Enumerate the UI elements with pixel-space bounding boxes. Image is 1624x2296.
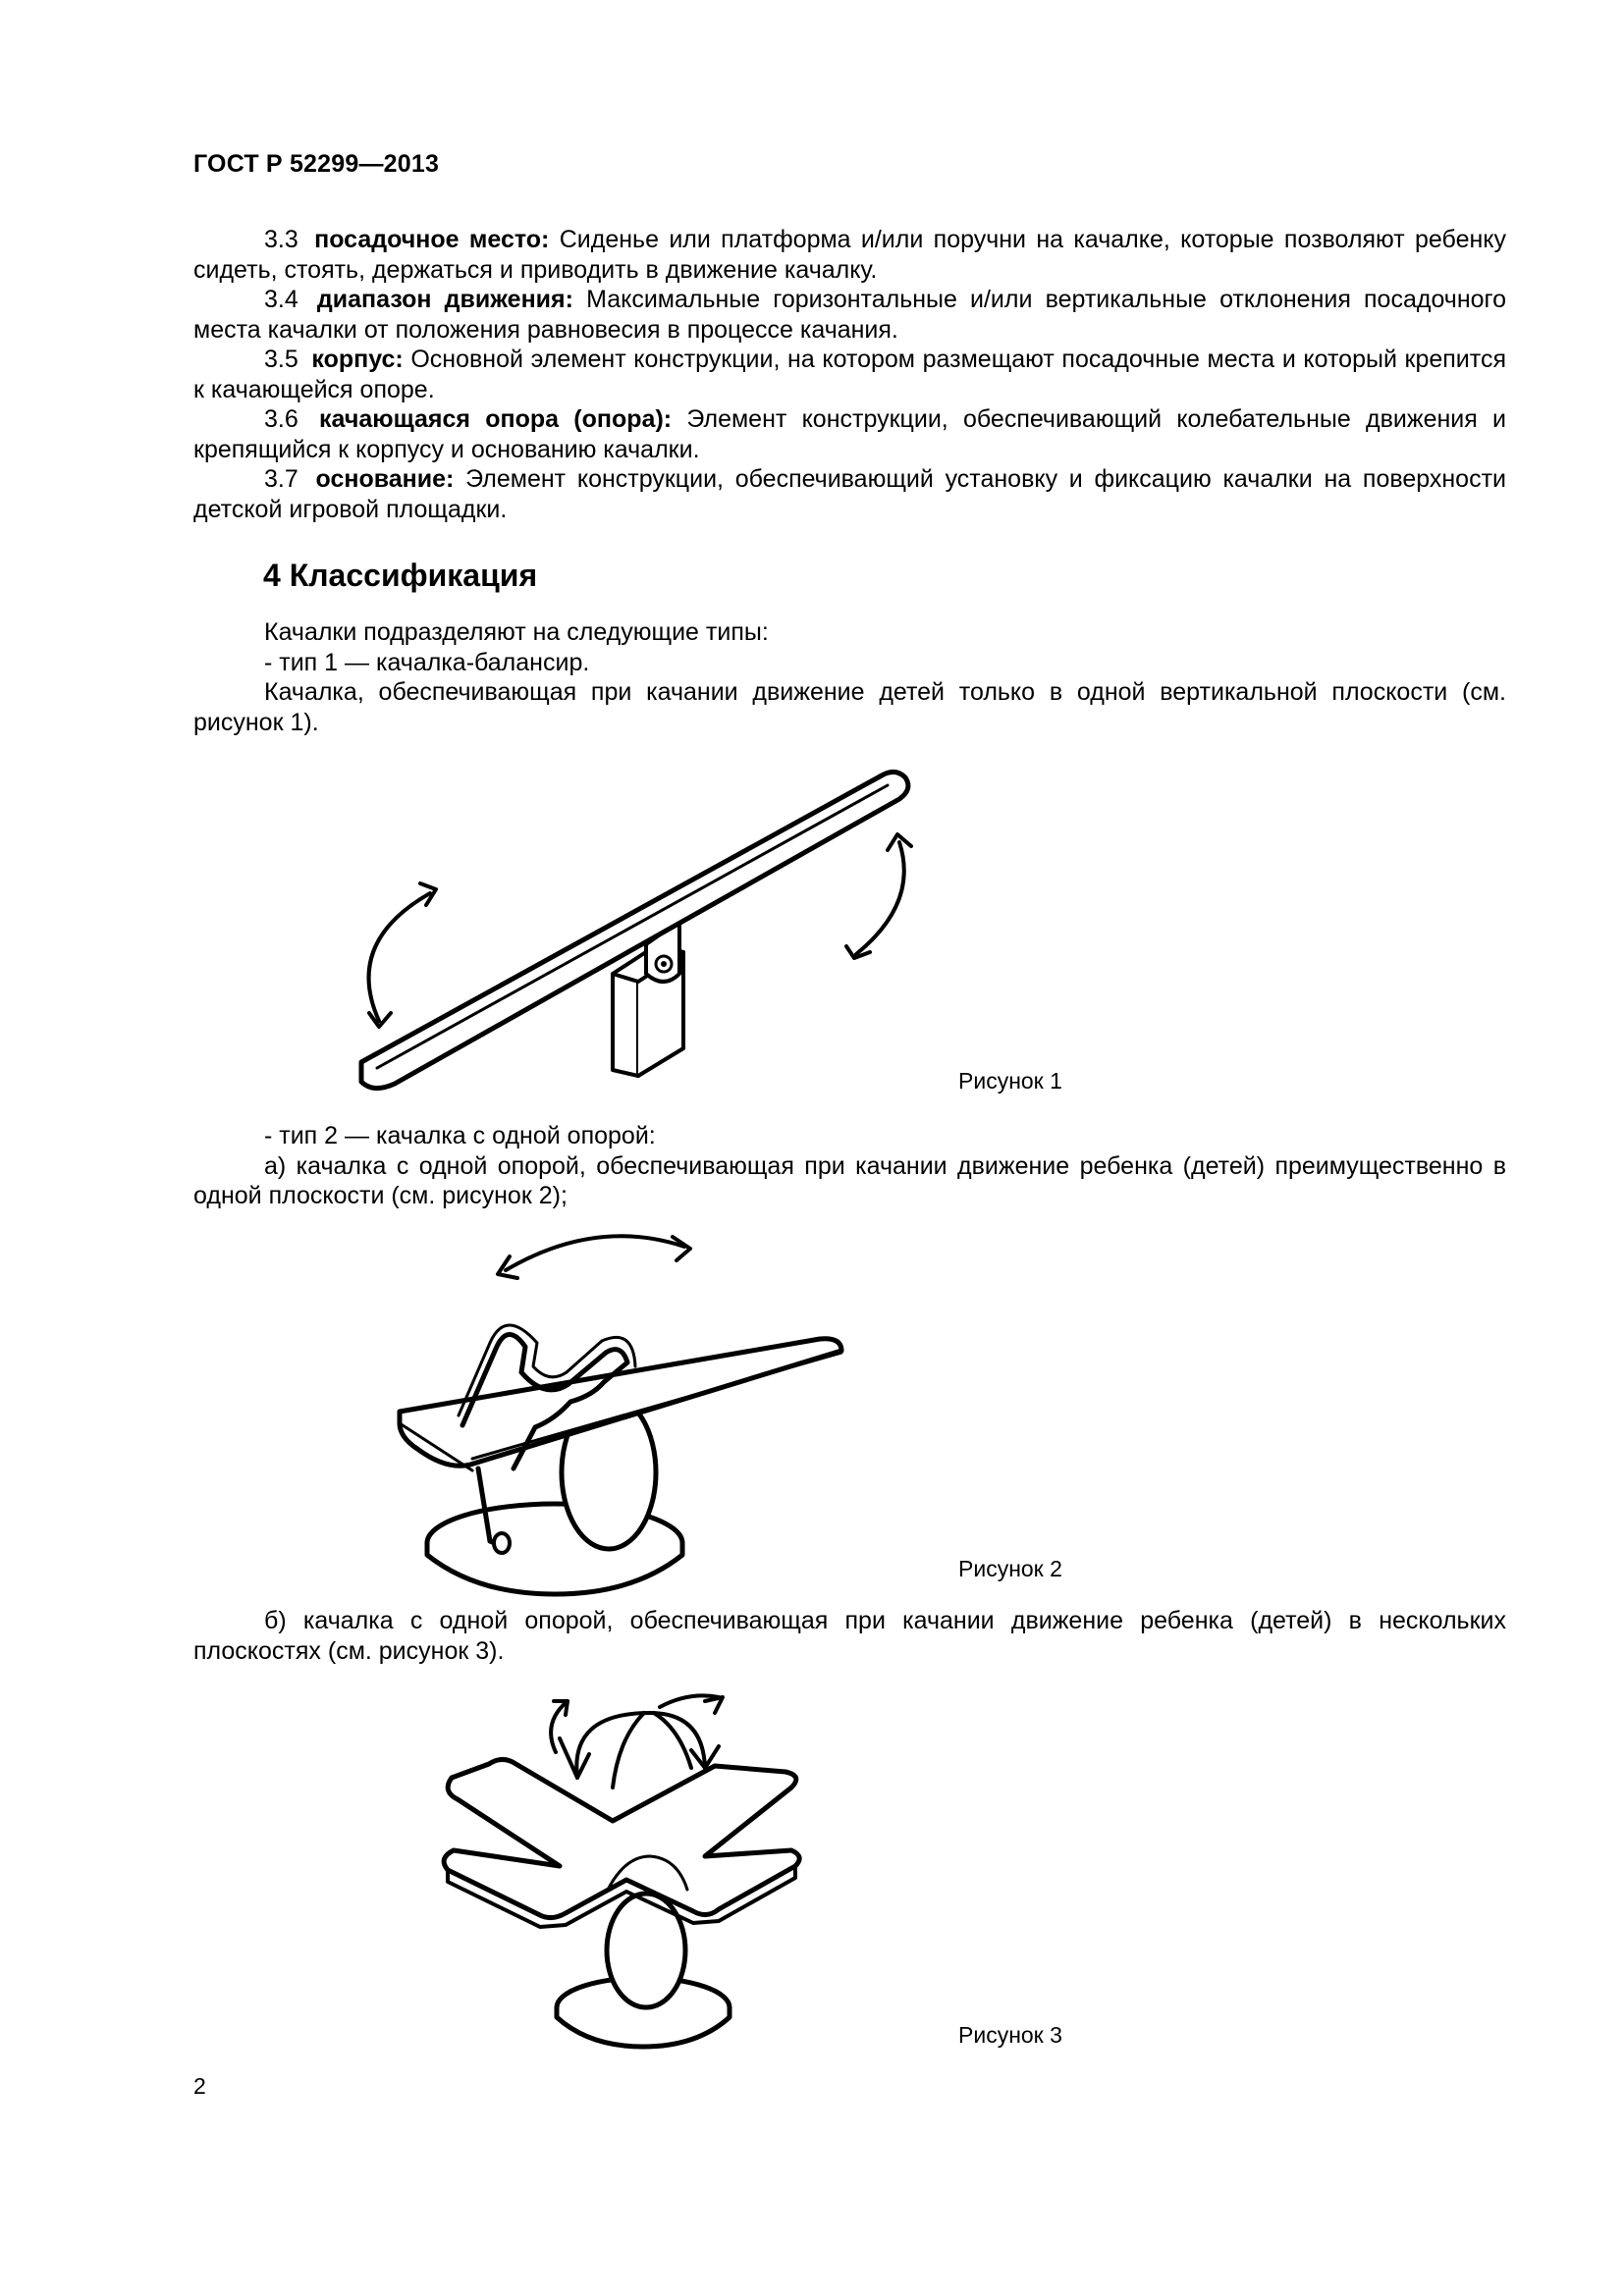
definition-3-3 xyxy=(193,225,1506,285)
section-heading: 4 Классификация xyxy=(263,558,538,593)
type-2-paragraphs xyxy=(193,1121,1506,1211)
definition-term: диапазон движения: xyxy=(316,286,573,313)
paragraph: - тип 1 — качалка-балансир. xyxy=(264,648,590,676)
page-number: 2 xyxy=(193,2073,206,2099)
paragraph: а) качалка с одной опорой, обеспечивающая при качании движение ребенка (детей) преимущественно в одной плоскости (см. рисунок 2); xyxy=(193,1151,1506,1209)
type-2b-paragraph xyxy=(193,1606,1506,1666)
classification-intro xyxy=(193,617,1506,737)
definition-number: 3.3 xyxy=(264,226,298,253)
definition-number: 3.6 xyxy=(264,405,298,433)
figure-2-caption: Рисунок 2 xyxy=(958,1556,1062,1581)
document-header: ГОСТ Р 52299—2013 xyxy=(193,150,440,178)
definition-3-6 xyxy=(193,404,1506,464)
definition-3-7 xyxy=(193,464,1506,524)
paragraph: Качалка, обеспечивающая при качании движение детей только в одной вертикальной плоскости (см. рисунок 1). xyxy=(193,678,1506,736)
definition-text: Элемент конструкции, обеспечивающий установку и фиксацию качалки на поверхности детской игровой площадки. xyxy=(193,465,1506,523)
paragraph: б) качалка с одной опорой, обеспечивающая при качании движение ребенка (детей) в нескольких плоскостях (см. рисунок 3). xyxy=(193,1607,1506,1665)
definition-3-4 xyxy=(193,285,1506,345)
definition-number: 3.5 xyxy=(264,346,298,373)
definition-term: корпус: xyxy=(311,346,404,373)
figure-2-rocker xyxy=(388,1227,859,1590)
figure-3-cross-rocker xyxy=(432,1683,805,2056)
paragraph: Качалки подразделяют на следующие типы: xyxy=(264,618,769,646)
definition-text: Основной элемент конструкции, на котором размещают посадочные места и который крепится к качающейся опоре. xyxy=(193,346,1506,403)
definitions-list xyxy=(193,225,1506,524)
definition-text: Сиденье или платформа и/или поручни на качалке, которые позволяют ребенку сидеть, стоять, держаться и приводить в движение качалку. xyxy=(193,226,1507,284)
definition-term: основание: xyxy=(315,465,455,493)
paragraph: - тип 2 — качалка с одной опорой: xyxy=(264,1122,656,1149)
figure-3-caption: Рисунок 3 xyxy=(958,2022,1062,2048)
definition-number: 3.7 xyxy=(264,465,298,493)
definition-term: посадочное место: xyxy=(314,226,550,253)
definition-number: 3.4 xyxy=(264,286,298,313)
definition-3-5 xyxy=(193,345,1506,404)
definition-term: качающаяся опора (опора): xyxy=(319,405,673,433)
definition-text: Максимальные горизонтальные и/или вертикальные отклонения посадочного места качалки от положения равновесия в процессе качания. xyxy=(193,286,1507,344)
figure-1-caption: Рисунок 1 xyxy=(958,1068,1062,1094)
definition-text: Элемент конструкции, обеспечивающий колебательные движения и крепящийся к корпусу и основанию качалки. xyxy=(193,405,1506,463)
figure-1-seesaw xyxy=(334,756,943,1099)
